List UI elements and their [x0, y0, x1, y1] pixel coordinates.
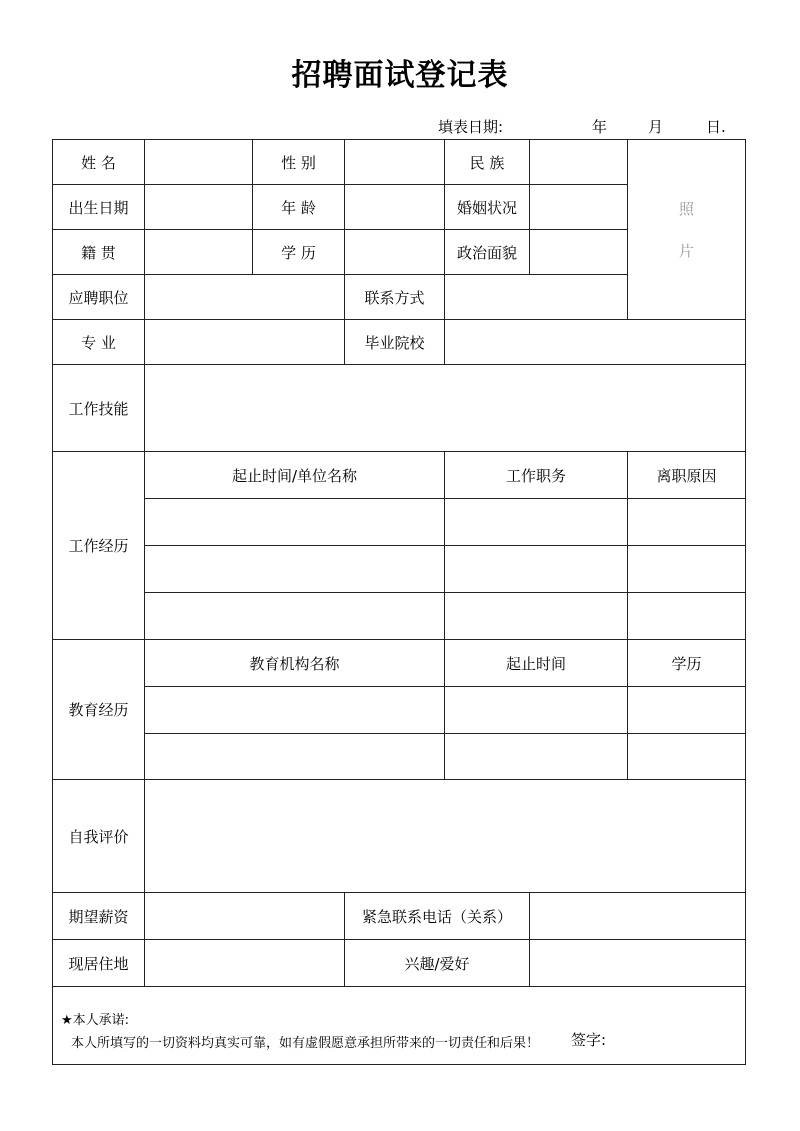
age-field[interactable]: [345, 185, 445, 230]
fill-date-year: 年: [592, 118, 608, 136]
ethnicity-label: 民 族: [445, 140, 530, 185]
work-row-2-title[interactable]: [445, 546, 628, 593]
name-field[interactable]: [145, 140, 253, 185]
edu-row-1-degree[interactable]: [628, 687, 746, 734]
address-field[interactable]: [145, 940, 345, 987]
major-label: 专 业: [53, 320, 145, 365]
work-row-3-reason[interactable]: [628, 593, 746, 640]
gender-label: 性 别: [253, 140, 345, 185]
signature-label[interactable]: 签字:: [571, 1031, 607, 1049]
fill-date-label: 填表日期:: [438, 118, 504, 136]
emergency-contact-label: 紧急联系电话（关系）: [345, 893, 530, 940]
work-row-3-company[interactable]: [145, 593, 445, 640]
salary-label: 期望薪资: [53, 893, 145, 940]
self-evaluation-label: 自我评价: [53, 780, 145, 893]
work-header-period-company: 起止时间/单位名称: [145, 452, 445, 499]
ethnicity-field[interactable]: [530, 140, 628, 185]
work-row-2-reason[interactable]: [628, 546, 746, 593]
hobby-label: 兴趣/爱好: [345, 940, 530, 987]
edu-row-2-degree[interactable]: [628, 734, 746, 780]
education-history-label: 教育经历: [53, 640, 145, 780]
position-label: 应聘职位: [53, 275, 145, 320]
hobby-field[interactable]: [530, 940, 746, 987]
commitment-text: 本人所填写的一切资料均真实可靠，如有虚假愿意承担所带来的一切责任和后果！: [71, 1036, 540, 1051]
edu-header-institution: 教育机构名称: [145, 640, 445, 687]
work-row-1-title[interactable]: [445, 499, 628, 546]
position-field[interactable]: [145, 275, 345, 320]
gender-field[interactable]: [345, 140, 445, 185]
edu-header-period: 起止时间: [445, 640, 628, 687]
native-place-label: 籍 贯: [53, 230, 145, 275]
emergency-contact-field[interactable]: [530, 893, 746, 940]
age-label: 年 龄: [253, 185, 345, 230]
address-label: 现居住地: [53, 940, 145, 987]
photo-char-1: 照: [678, 199, 694, 218]
salary-field[interactable]: [145, 893, 345, 940]
work-header-leave-reason: 离职原因: [628, 452, 746, 499]
work-history-label: 工作经历: [53, 452, 145, 640]
photo-box[interactable]: [628, 140, 746, 320]
skills-label: 工作技能: [53, 365, 145, 452]
native-place-field[interactable]: [145, 230, 253, 275]
edu-row-1-period[interactable]: [445, 687, 628, 734]
education-label: 学 历: [253, 230, 345, 275]
name-label: 姓 名: [53, 140, 145, 185]
edu-row-1-institution[interactable]: [145, 687, 445, 734]
self-evaluation-field[interactable]: [145, 780, 746, 893]
marital-field[interactable]: [530, 185, 628, 230]
fill-date-row: [430, 116, 740, 136]
skills-field[interactable]: [145, 365, 746, 452]
work-row-2-company[interactable]: [145, 546, 445, 593]
birth-date-field[interactable]: [145, 185, 253, 230]
registration-table: [52, 139, 746, 1065]
work-row-1-company[interactable]: [145, 499, 445, 546]
fill-date-day: 日.: [706, 118, 726, 136]
edu-header-degree: 学历: [628, 640, 746, 687]
fill-date-month: 月: [648, 118, 664, 136]
education-field[interactable]: [345, 230, 445, 275]
work-header-title: 工作职务: [445, 452, 628, 499]
political-field[interactable]: [530, 230, 628, 275]
marital-label: 婚姻状况: [445, 185, 530, 230]
contact-field[interactable]: [445, 275, 628, 320]
major-field[interactable]: [145, 320, 345, 365]
contact-label: 联系方式: [345, 275, 445, 320]
edu-row-2-institution[interactable]: [145, 734, 445, 780]
work-row-1-reason[interactable]: [628, 499, 746, 546]
school-field[interactable]: [445, 320, 746, 365]
photo-char-2: 片: [678, 241, 694, 260]
work-row-3-title[interactable]: [445, 593, 628, 640]
birth-date-label: 出生日期: [53, 185, 145, 230]
commitment-title: ★本人承诺:: [61, 1013, 130, 1028]
political-label: 政治面貌: [445, 230, 530, 275]
form-title: 招聘面试登记表: [291, 58, 509, 93]
edu-row-2-period[interactable]: [445, 734, 628, 780]
school-label: 毕业院校: [345, 320, 445, 365]
commitment-section: [53, 987, 746, 1065]
